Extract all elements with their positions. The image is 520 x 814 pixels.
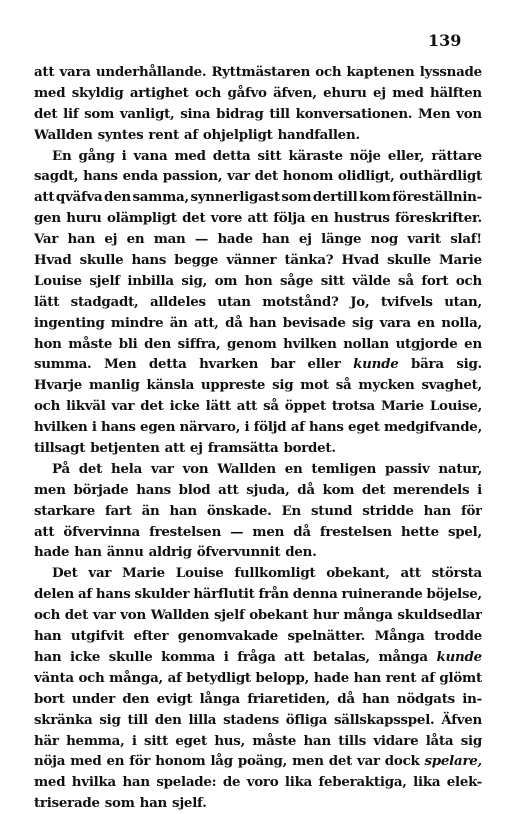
text-line: vänta och många, af betydligt belopp, hade han rent af glömt	[34, 669, 482, 686]
text-line: summa. Men detta hvarken bar eller kunde bära sig.	[34, 356, 482, 373]
text-line: Louise sjelf inbilla sig, om hon såge sitt välde så fort och	[34, 272, 482, 289]
text-line: han utgifvit efter genomvakade spelnätter. Många trodde	[34, 628, 482, 645]
text-line: Var han ej en man — hade han ej länge nog varit slaf!	[34, 231, 482, 248]
text-line: att qväfva den samma, synnerligast som dertill kom föreställnin-	[34, 189, 482, 206]
text-line: att vara underhållande. Ryttmästaren och kaptenen lyssnade	[34, 64, 482, 80]
text-line: här hemma, i sitt eget hus, måste han tills vidare låta sig	[34, 732, 482, 749]
text-line: med hvilka han spelade: de voro lika feberaktiga, lika elek-	[34, 774, 482, 791]
text-line: hvilken i hans egen närvaro, i följd af hans eget medgifvande,	[34, 419, 482, 436]
text-line: Hvad skulle hans begge vänner tänka? Hvad skulle Marie	[34, 252, 482, 269]
text-line: På det hela var von Wallden en temligen passiv natur,	[52, 460, 482, 477]
page-number: 139	[428, 31, 462, 50]
text-line: med skyldig artighet och gåfvo äfven, ehuru ej med hälften	[34, 84, 482, 101]
body-text	[34, 62, 482, 814]
text-line: tillsagt betjenten att ej framsätta bordet.	[34, 440, 336, 457]
text-line: hon måste bli den siffra, genom hvilken nollan utgjorde en	[34, 335, 482, 352]
text-line: Hvarje manlig känsla uppreste sig mot så mycken svaghet,	[34, 377, 482, 394]
text-line: Wallden syntes rent af ohjelpligt handfallen.	[34, 126, 360, 143]
text-line: skränka sig till den lilla stadens öfliga sällskapsspel. Äfven	[34, 711, 482, 728]
text-line: sagdt, hans enda passion, var det honom olidligt, outhärdligt	[34, 168, 482, 185]
text-line: hade han ännu aldrig öfvervunnit den.	[34, 544, 317, 561]
text-line: lätt stadgadt, alldeles utan motstånd? Jo, tvifvels utan,	[34, 293, 482, 310]
text-line: gen huru olämpligt det vore att följa en hustrus föreskrifter.	[34, 210, 482, 227]
text-line: att öfvervinna frestelsen — men då frestelsen hette spel,	[34, 523, 482, 540]
text-line: men började hans blod att sjuda, då kom det merendels i	[34, 481, 482, 498]
text-line: och det var von Wallden sjelf obekant hur många skuldsedlar	[34, 607, 482, 624]
text-line: starkare fart än han önskade. En stund stridde han för	[34, 502, 482, 519]
text-line: det lif som vanligt, sina bidrag till konversationen. Men von	[34, 105, 482, 122]
text-line: En gång i vana med detta sitt käraste nöje eller, rättare	[52, 147, 482, 164]
text-line: ingenting mindre än att, då han bevisade sig vara en nolla,	[34, 314, 482, 331]
text-line: han icke skulle komma i fråga att betalas, många kunde	[34, 648, 482, 665]
text-line: och likväl var det icke lätt att så öppet trotsa Marie Louise,	[34, 398, 482, 415]
text-line: nöja med en för honom låg poäng, men det var dock spelare,	[34, 753, 482, 770]
text-line: bort under den evigt långa friaretiden, då han nödgats in-	[34, 690, 482, 707]
text-line: delen af hans skulder härflutit från denna ruinerande böjelse,	[34, 586, 482, 603]
text-line: triserade som han sjelf.	[34, 795, 207, 812]
text-line: Det var Marie Louise fullkomligt obekant, att största	[52, 565, 482, 582]
